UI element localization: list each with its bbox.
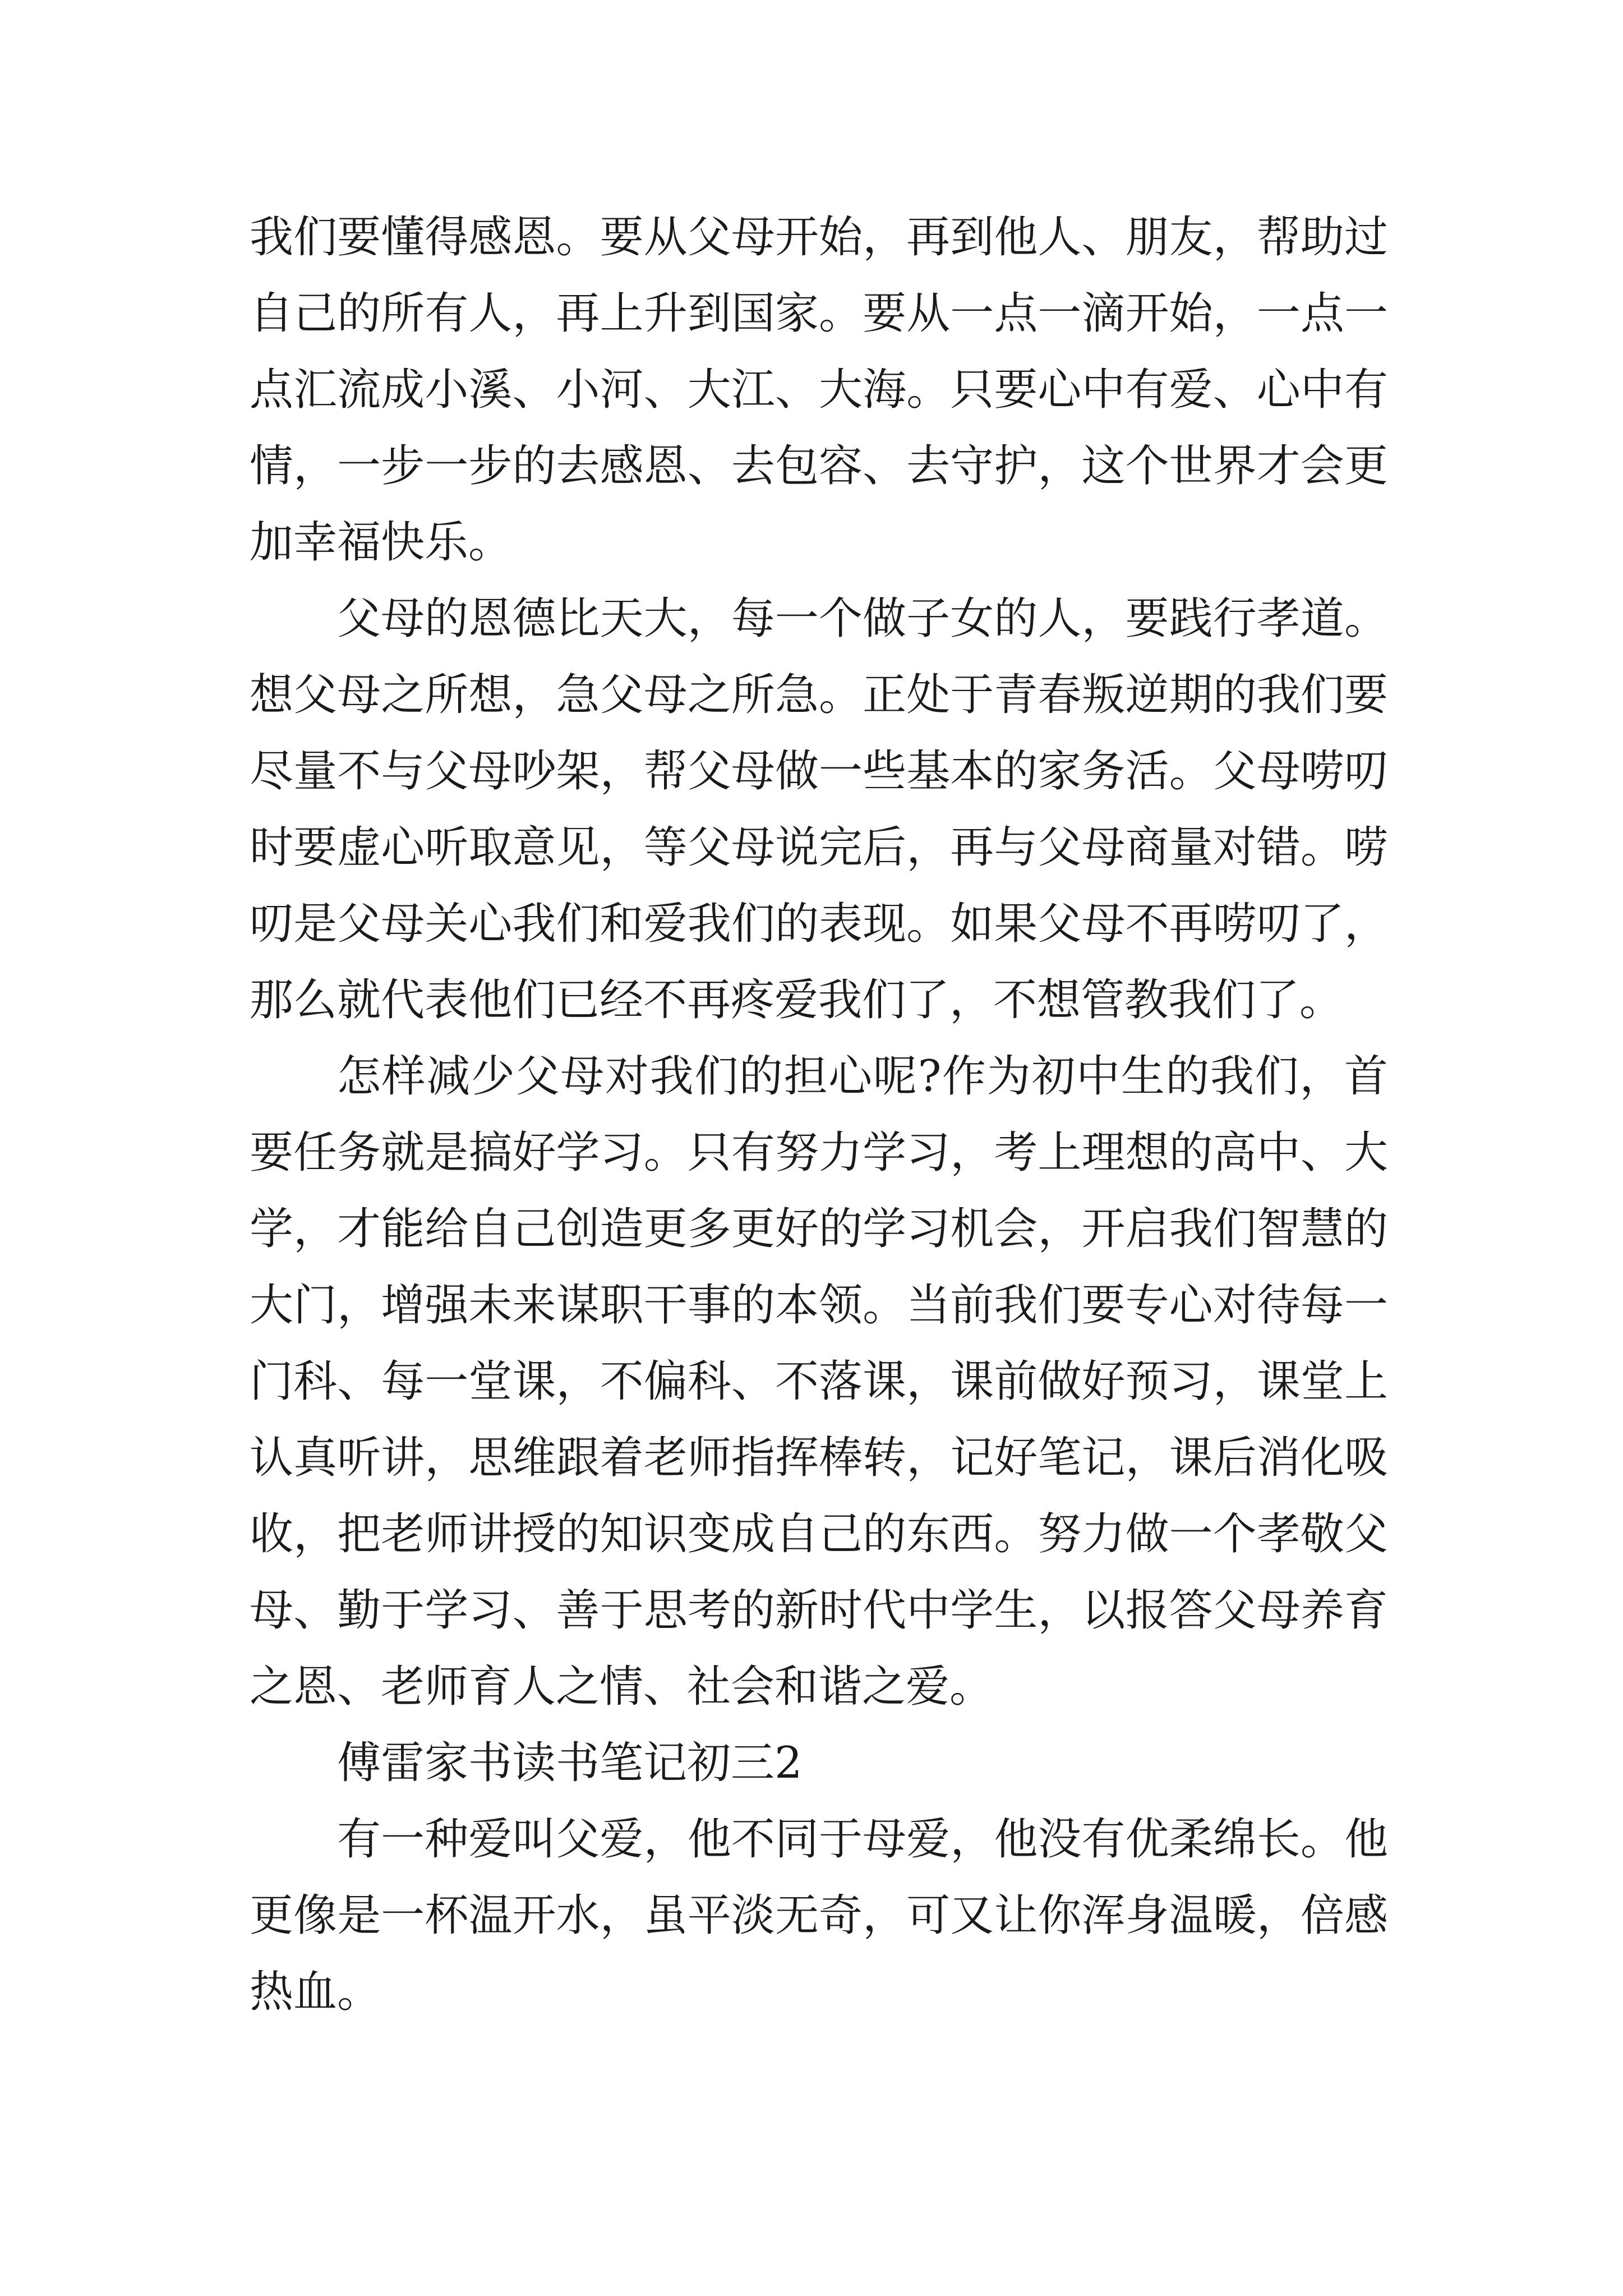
- paragraph-gratitude: 我们要懂得感恩。要从父母开始，再到他人、朋友，帮助过自己的所有人，再上升到国家。要从一点一滴开始，一点一点汇流成小溪、小河、大江、大海。只要心中有爱、心中有情，一步一步的去感恩、去包容、去守护，这个世界才会更加幸福快乐。: [250, 212, 1388, 568]
- document-body: [250, 199, 1388, 2030]
- section-heading: 傅雷家书读书笔记初三2: [337, 1738, 803, 1788]
- paragraph-fatherly-love: 有一种爱叫父爱，他不同于母爱，他没有优柔绵长。他更像是一杯温开水，虽平淡无奇，可又让你浑身温暖，倍感热血。: [250, 1814, 1388, 2017]
- paragraph-filial-piety: 父母的恩德比天大，每一个做子女的人，要践行孝道。想父母之所想，急父母之所急。正处于青春叛逆期的我们要尽量不与父母吵架，帮父母做一些基本的家务活。父母唠叨时要虚心听取意见，等父母说完后，再与父母商量对错。唠叨是父母关心我们和爱我们的表现。如果父母不再唠叨了，那么就代表他们已经不再疼爱我们了，不想管教我们了。: [250, 593, 1388, 1025]
- paragraph-study: 怎样减少父母对我们的担心呢?作为初中生的我们，首要任务就是搞好学习。只有努力学习，考上理想的高中、大学，才能给自己创造更多更好的学习机会，开启我们智慧的大门，增强未来谋职干事的本领。当前我们要专心对待每一门科、每一堂课，不偏科、不落课，课前做好预习，课堂上认真听讲，思维跟着老师指挥棒转，记好笔记，课后消化吸收，把老师讲授的知识变成自己的东西。努力做一个孝敬父母、勤于学习、善于思考的新时代中学生，以报答父母养育之恩、老师育人之情、社会和谐之爱。: [250, 1051, 1388, 1712]
